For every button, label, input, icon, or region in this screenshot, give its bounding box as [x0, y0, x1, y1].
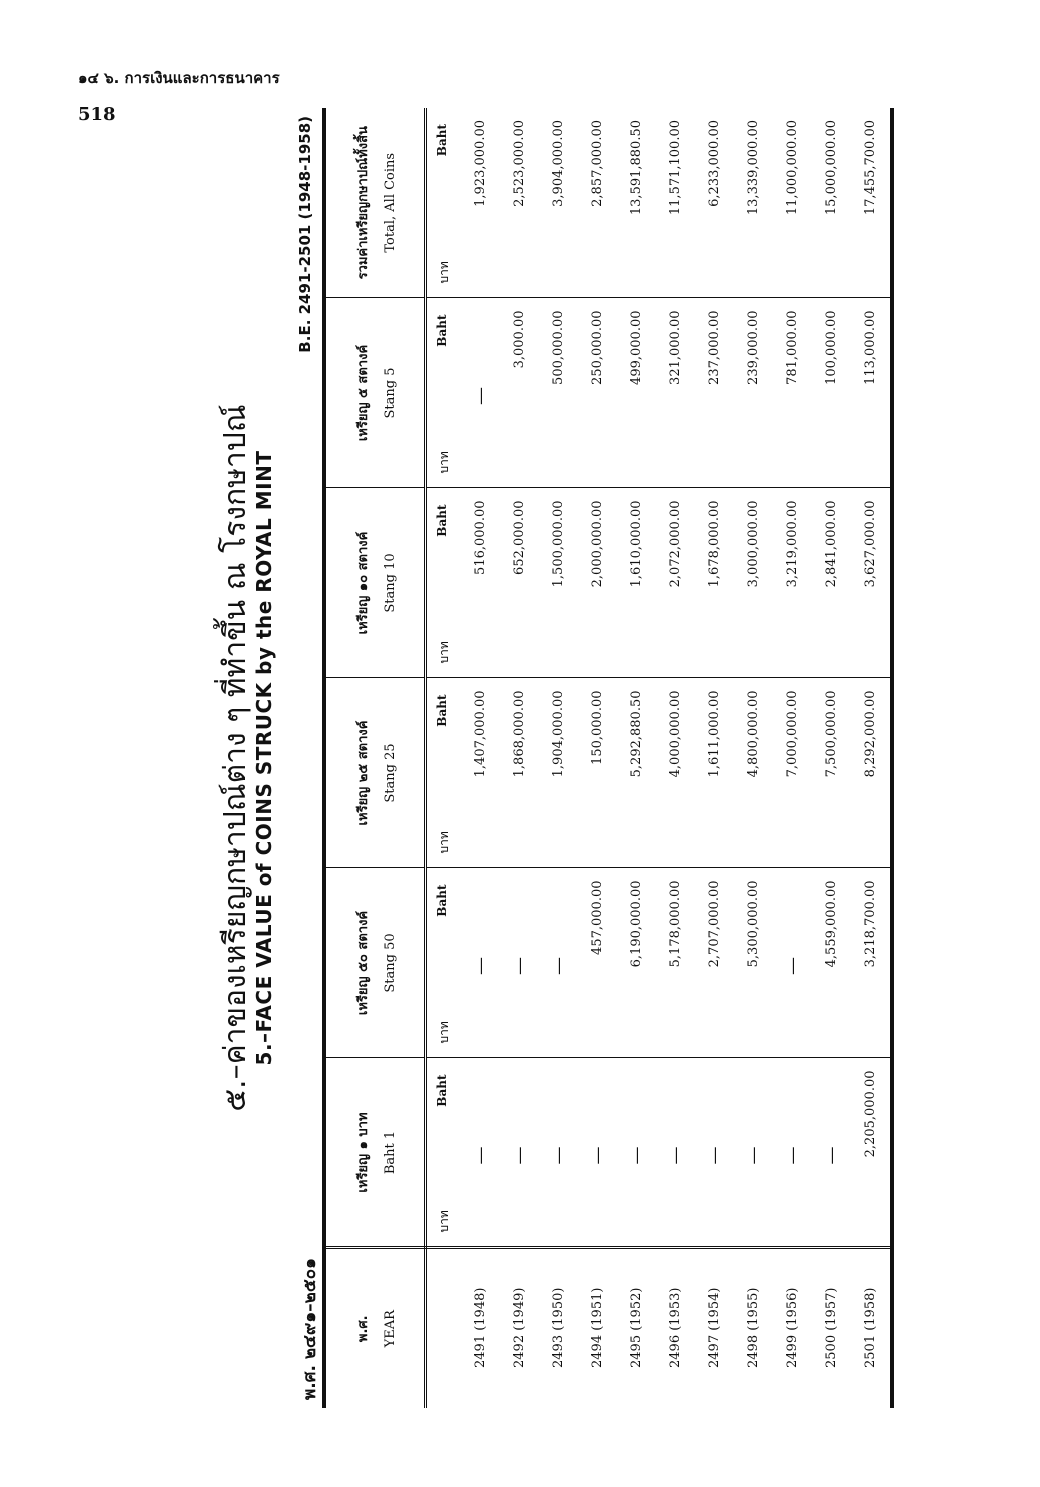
stang-50-cell: — — [500, 868, 539, 1058]
stang-25-cell: 8,292,000.00 — [851, 678, 892, 868]
stang-5-cell: 781,000.00 — [773, 298, 812, 488]
column-header-thai: เหรียญ ๕๐ สตางค์ — [356, 910, 371, 1016]
stang-5-cell: 239,000.00 — [734, 298, 773, 488]
stang-50-cell: 5,178,000.00 — [656, 868, 695, 1058]
table-row — [773, 108, 812, 1408]
stang-25-cell: 150,000.00 — [578, 678, 617, 868]
total-cell: 3,904,000.00 — [539, 108, 578, 298]
unit-cell — [426, 108, 462, 298]
stang-10-cell: 3,219,000.00 — [773, 488, 812, 678]
period-thai: พ.ศ. ๒๔๙๑–๒๕๐๑ — [300, 1258, 320, 1400]
stang-10-cell: 2,841,000.00 — [812, 488, 851, 678]
unit-english: Baht — [434, 884, 449, 917]
total-cell: 11,000,000.00 — [773, 108, 812, 298]
unit-thai: บาท — [436, 451, 451, 474]
unit-cell — [426, 868, 462, 1058]
year-cell: 2492 (1949) — [500, 1248, 539, 1408]
stang-5-cell: — — [461, 298, 500, 488]
unit-thai: บาท — [436, 641, 451, 664]
column-header-thai: เหรียญ ๕ สตางค์ — [356, 344, 371, 442]
stang-50-cell: 3,218,700.00 — [851, 868, 892, 1058]
column-header-thai: รวมค่าเหรียญกษาปณ์ทั้งสิ้น — [356, 126, 371, 280]
column-header-stang-25 — [324, 678, 426, 868]
stang-10-cell: 1,678,000.00 — [695, 488, 734, 678]
column-header-baht-1 — [324, 1058, 426, 1248]
unit-row — [426, 108, 462, 1408]
unit-cell — [426, 488, 462, 678]
table-title-english: 5.–FACE VALUE of COINS STRUCK by the ROYAL MINT — [252, 450, 276, 1066]
column-header-english: Stang 5 — [383, 367, 398, 419]
table-row — [695, 108, 734, 1408]
table-row — [812, 108, 851, 1408]
baht-1-cell: — — [617, 1058, 656, 1248]
column-header-stang-5 — [324, 298, 426, 488]
unit-english: Baht — [434, 504, 449, 537]
unit-english: Baht — [434, 694, 449, 727]
column-header-year — [324, 1248, 426, 1408]
year-cell: 2496 (1953) — [656, 1248, 695, 1408]
baht-1-cell: — — [500, 1058, 539, 1248]
unit-thai: บาท — [436, 831, 451, 854]
unit-cell — [426, 678, 462, 868]
column-header-thai: เหรียญ ๒๕ สตางค์ — [356, 720, 371, 826]
stang-10-cell: 3,000,000.00 — [734, 488, 773, 678]
year-cell: 2494 (1951) — [578, 1248, 617, 1408]
total-cell: 11,571,100.00 — [656, 108, 695, 298]
column-header-thai: พ.ศ. — [356, 1315, 371, 1343]
year-cell: 2495 (1952) — [617, 1248, 656, 1408]
stang-50-cell: — — [773, 868, 812, 1058]
page-number: 518 — [78, 104, 116, 125]
stang-25-cell: 7,000,000.00 — [773, 678, 812, 868]
stang-25-cell: 4,000,000.00 — [656, 678, 695, 868]
year-cell: 2498 (1955) — [734, 1248, 773, 1408]
baht-1-cell: 2,205,000.00 — [851, 1058, 892, 1248]
column-header-english: Stang 10 — [383, 553, 398, 613]
baht-1-cell: — — [773, 1058, 812, 1248]
baht-1-cell: — — [656, 1058, 695, 1248]
unit-cell-empty — [426, 1248, 462, 1408]
year-cell: 2501 (1958) — [851, 1248, 892, 1408]
table-row — [851, 108, 892, 1408]
unit-thai: บาท — [436, 1021, 451, 1044]
stang-5-cell: 499,000.00 — [617, 298, 656, 488]
unit-english: Baht — [434, 1074, 449, 1107]
stang-10-cell: 1,610,000.00 — [617, 488, 656, 678]
stang-25-cell: 1,868,000.00 — [500, 678, 539, 868]
total-cell: 13,339,000.00 — [734, 108, 773, 298]
column-header-english: Stang 50 — [383, 933, 398, 993]
coins-table — [322, 108, 894, 1408]
column-header-stang-50 — [324, 868, 426, 1058]
table-row — [617, 108, 656, 1408]
baht-1-cell: — — [695, 1058, 734, 1248]
stang-10-cell: 2,000,000.00 — [578, 488, 617, 678]
stang-5-cell: 3,000.00 — [500, 298, 539, 488]
total-cell: 2,857,000.00 — [578, 108, 617, 298]
total-cell: 1,923,000.00 — [461, 108, 500, 298]
unit-cell — [426, 298, 462, 488]
unit-english: Baht — [434, 314, 449, 347]
year-cell: 2499 (1956) — [773, 1248, 812, 1408]
unit-thai: บาท — [436, 1210, 451, 1233]
stang-5-cell: 113,000.00 — [851, 298, 892, 488]
column-header-english: Total, All Coins — [383, 152, 398, 253]
baht-1-cell: — — [578, 1058, 617, 1248]
unit-thai: บาท — [436, 261, 451, 284]
year-cell: 2491 (1948) — [461, 1248, 500, 1408]
column-header-thai: เหรียญ ๑ บาท — [356, 1112, 371, 1193]
rotated-table-page — [212, 108, 878, 1408]
running-head: ๑๔ ๖. การเงินและการธนาคาร — [78, 69, 280, 87]
stang-25-cell: 1,611,000.00 — [695, 678, 734, 868]
stang-5-cell: 321,000.00 — [656, 298, 695, 488]
table-row — [500, 108, 539, 1408]
total-cell: 17,455,700.00 — [851, 108, 892, 298]
unit-english: Baht — [434, 124, 449, 157]
stang-10-cell: 3,627,000.00 — [851, 488, 892, 678]
unit-cell — [426, 1058, 462, 1248]
baht-1-cell: — — [539, 1058, 578, 1248]
table-row — [656, 108, 695, 1408]
year-cell: 2500 (1957) — [812, 1248, 851, 1408]
stang-50-cell: 5,300,000.00 — [734, 868, 773, 1058]
period-english: B.E. 2491-2501 (1948-1958) — [296, 116, 314, 353]
stang-5-cell: 100,000.00 — [812, 298, 851, 488]
stang-25-cell: 1,904,000.00 — [539, 678, 578, 868]
stang-25-cell: 4,800,000.00 — [734, 678, 773, 868]
year-cell: 2497 (1954) — [695, 1248, 734, 1408]
table-row — [734, 108, 773, 1408]
stang-5-cell: 500,000.00 — [539, 298, 578, 488]
stang-10-cell: 2,072,000.00 — [656, 488, 695, 678]
column-header-thai: เหรียญ ๑๐ สตางค์ — [356, 531, 371, 635]
stang-50-cell: — — [539, 868, 578, 1058]
year-cell: 2493 (1950) — [539, 1248, 578, 1408]
stang-50-cell: 2,707,000.00 — [695, 868, 734, 1058]
table-row — [461, 108, 500, 1408]
column-header-total — [324, 108, 426, 298]
table-row — [539, 108, 578, 1408]
stang-25-cell: 7,500,000.00 — [812, 678, 851, 868]
stang-50-cell: 457,000.00 — [578, 868, 617, 1058]
stang-5-cell: 237,000.00 — [695, 298, 734, 488]
stang-25-cell: 5,292,880.50 — [617, 678, 656, 868]
stang-5-cell: 250,000.00 — [578, 298, 617, 488]
stang-10-cell: 652,000.00 — [500, 488, 539, 678]
stang-10-cell: 516,000.00 — [461, 488, 500, 678]
stang-50-cell: — — [461, 868, 500, 1058]
total-cell: 2,523,000.00 — [500, 108, 539, 298]
baht-1-cell: — — [461, 1058, 500, 1248]
header-row — [324, 108, 426, 1408]
total-cell: 6,233,000.00 — [695, 108, 734, 298]
table-body — [461, 108, 892, 1408]
stang-25-cell: 1,407,000.00 — [461, 678, 500, 868]
stang-50-cell: 4,559,000.00 — [812, 868, 851, 1058]
total-cell: 13,591,880.50 — [617, 108, 656, 298]
stang-10-cell: 1,500,000.00 — [539, 488, 578, 678]
table-title-thai: ๕.–ค่าของเหรียญกษาปณ์ต่าง ๆ ที่ทำขึ้น ณ โรงกษาปณ์ — [218, 404, 253, 1112]
baht-1-cell: — — [812, 1058, 851, 1248]
column-header-english: Baht 1 — [383, 1130, 398, 1175]
table-row — [578, 108, 617, 1408]
total-cell: 15,000,000.00 — [812, 108, 851, 298]
stang-50-cell: 6,190,000.00 — [617, 868, 656, 1058]
column-header-english: Stang 25 — [383, 743, 398, 803]
column-header-stang-10 — [324, 488, 426, 678]
baht-1-cell: — — [734, 1058, 773, 1248]
column-header-english: YEAR — [383, 1310, 398, 1348]
